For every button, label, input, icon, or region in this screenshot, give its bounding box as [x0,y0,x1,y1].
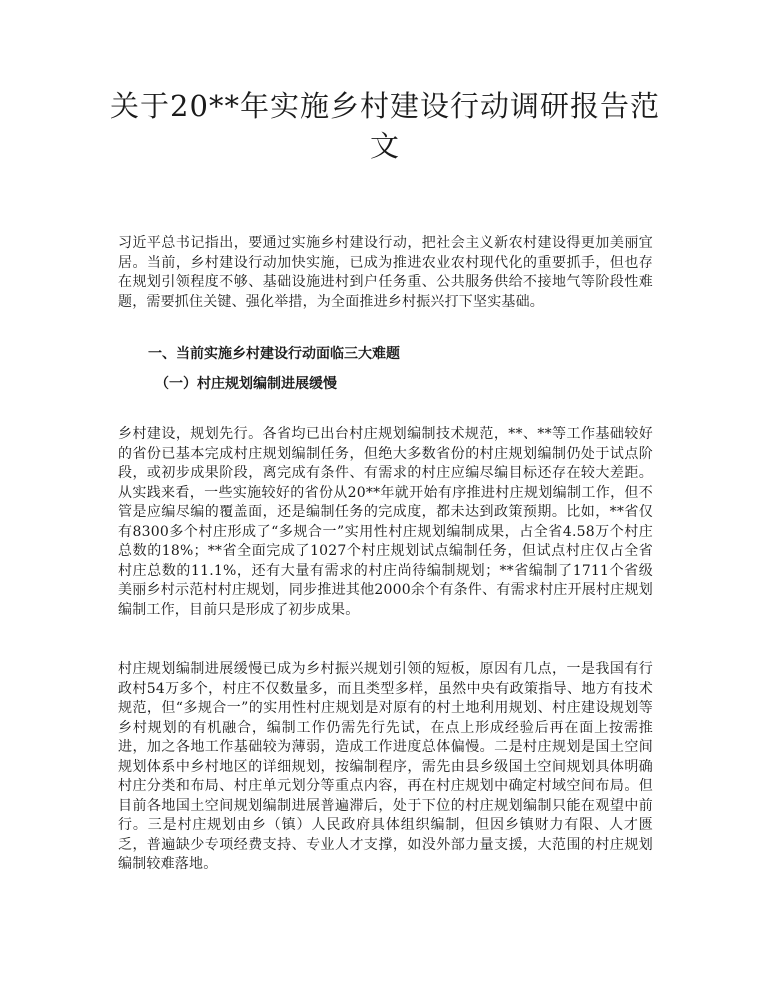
document-title: 关于20**年实施乡村建设行动调研报告范文 [110,89,660,163]
section-heading: 一、当前实施乡村建设行动面临三大难题 [148,346,400,362]
intro-paragraph: 习近平总书记指出，要通过实施乡村建设行动，把社会主义新农村建设得更加美丽宜居。当前，乡村建设行动加快实施，已成为推进农业农村现代化的重要抓手，但也存在规划引领程度不够、基础设施进村到户任务重、公共服务供给不接地气等阶段性难题，需要抓住关键、强化举措，为全面推进乡村振兴打下坚实基础。 [118,235,653,310]
subsection-heading: （一）村庄规划编制进展缓慢 [155,376,337,392]
body-paragraph-1: 乡村建设，规划先行。各省均已出台村庄规划编制技术规范，**、**等工作基础较好的省份已基本完成村庄规划编制任务，但绝大多数省份的村庄规划编制仍处于试点阶段，或初步成果阶段，离完成有条件、有需求的村庄应编尽编目标还存在较大差距。从实践来看，一些实施较好的省份从20**年就开始有序推进村庄规划编制工作，但不管是应编尽编的覆盖面，还是编制任务的完成度，都未达到政策预期。比如，**省仅有8300多个村庄形成了“多规合一”实用性村庄规划编制成果，占全省4.58万个村庄总数的18%；**省全面完成了1027个村庄规划试点编制任务，但试点村庄仅占全省村庄总数的11.1%，还有大量有需求的村庄尚待编制规划；**省编制了1711个省级美丽乡村示范村村庄规划，同步推进其他2000余个有条件、有需求村庄开展村庄规划编制工作，目前只是形成了初步成果。 [118,426,653,618]
body-paragraph-2: 村庄规划编制进展缓慢已成为乡村振兴规划引领的短板，原因有几点，一是我国有行政村54万多个，村庄不仅数量多，而且类型多样，虽然中央有政策指导、地方有技术规范，但“多规合一”的实用性村庄规划是对原有的村土地利用规划、村庄建设规划等乡村规划的有机融合，编制工作仍需先行先试，在点上形成经验后再在面上按需推进，加之各地工作基础较为薄弱，造成工作进度总体偏慢。二是村庄规划是国土空间规划体系中乡村地区的详细规划，按编制程序，需先由县乡级国土空间规划具体明确村庄分类和布局、村庄单元划分等重点内容，再在村庄规划中确定村域空间布局。但目前各地国土空间规划编制进展普遍滞后，处于下位的村庄规划编制只能在观望中前行。三是村庄规划由乡（镇）人民政府具体组织编制，但因乡镇财力有限、人才匮乏，普遍缺少专项经费支持、专业人才支撑，如没外部力量支援，大范围的村庄规划编制较难落地。 [118,661,653,872]
